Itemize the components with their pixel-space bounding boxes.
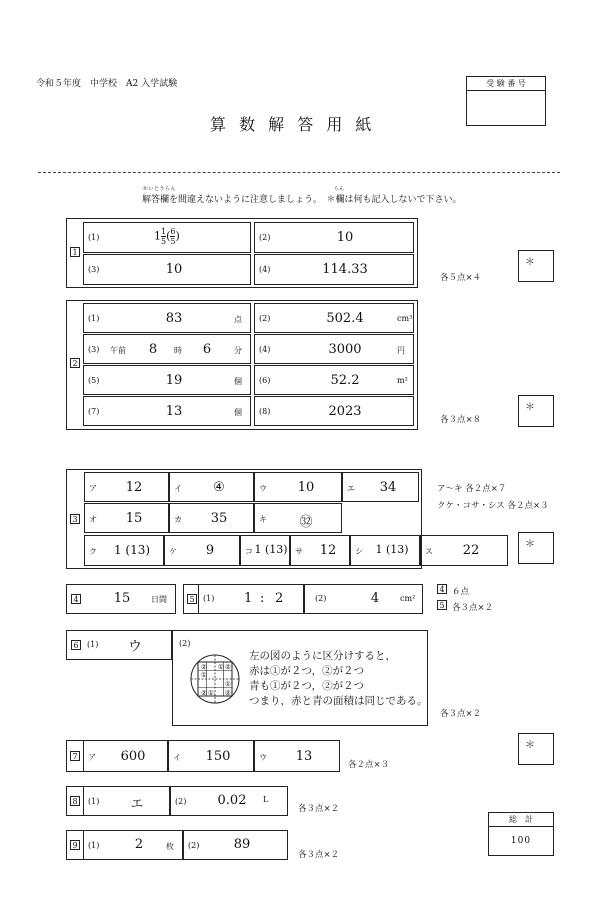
q7-i-label: イ [173, 753, 181, 762]
diagram-mark-1: ② [201, 663, 207, 671]
q2-8-label: (8) [259, 407, 271, 416]
ruby-ran: らん [334, 186, 345, 192]
q7-u-answer: 13 [295, 749, 313, 764]
diagram-mark-5: ① [225, 680, 231, 688]
q3-ko-answer: 1 (13) [254, 543, 288, 556]
q2-6-label: (6) [259, 376, 271, 385]
q3-i-answer: ④ [213, 480, 225, 495]
q3-a-cell[interactable] [84, 472, 169, 502]
q3-e-label: エ [347, 484, 355, 493]
q3-ku-cell[interactable] [84, 535, 164, 566]
q9-1-unit: 枚 [166, 842, 174, 851]
q3-shi-label: シ [355, 547, 363, 556]
q9-1-answer: 2 [134, 837, 144, 852]
q3-sa-label: サ [295, 547, 303, 556]
q3-ki-answer: ㉜ [299, 515, 313, 530]
q8-1-answer: エ [130, 797, 144, 812]
q8-2-answer: 0.02 [217, 793, 247, 808]
q3-ko-cell[interactable] [240, 535, 290, 566]
q1-4-cell[interactable] [254, 254, 414, 285]
q3-ki-label: キ [259, 515, 267, 524]
q7-number: 7 [70, 751, 80, 761]
q3-u-label: ウ [259, 484, 267, 493]
q2-8-cell[interactable] [254, 396, 414, 426]
q6-1-label: (1) [87, 640, 99, 649]
q2-5-cell[interactable] [83, 365, 251, 395]
q2-score-box: ＊ [518, 395, 554, 427]
q5-points: 各３点×２ [452, 603, 494, 613]
q6-explanation-line-3: 青も①が２つ，②が２つ [249, 680, 365, 692]
q9-points: 各３点×２ [298, 850, 340, 860]
q3-ke-answer: 9 [205, 543, 215, 558]
q9-number: 9 [70, 840, 80, 850]
q2-5-label: (5) [88, 376, 100, 385]
q5-1-ratio-sep: : [260, 591, 265, 606]
q3-o-label: オ [89, 515, 97, 524]
q5-note-number: 5 [437, 600, 447, 610]
total-score-box [488, 812, 554, 856]
q2-1-answer: 83 [165, 311, 183, 326]
q7-i-answer: 150 [205, 749, 231, 764]
q3-a-label: ア [89, 484, 97, 493]
q3-a-answer: 12 [125, 480, 143, 495]
q2-3-hour-unit: 時 [174, 346, 182, 355]
q1-number: 1 [70, 247, 80, 257]
q3-ki-cell[interactable] [254, 503, 342, 533]
q7-i-cell[interactable] [168, 740, 254, 772]
q9-2-label: (2) [188, 841, 200, 850]
q9-2-answer: 89 [233, 837, 251, 852]
q7-u-label: ウ [259, 753, 267, 762]
q1-3-cell[interactable] [83, 254, 251, 285]
q1-4-answer: 114.33 [322, 262, 368, 277]
q3-ka-cell[interactable] [169, 503, 254, 533]
page-title: 算 数 解 答 用 紙 [210, 115, 376, 134]
q2-4-cell[interactable] [254, 334, 414, 364]
q3-ku-label: ク [89, 547, 97, 556]
q9-1-label: (1) [88, 841, 100, 850]
q6-explanation-line-1: 左の図のように区分けすると， [249, 650, 396, 662]
q6-2-explanation [249, 649, 428, 709]
q1-points: 各５点×４ [440, 273, 482, 283]
q2-7-cell[interactable] [83, 396, 251, 426]
q2-6-unit: m² [397, 376, 408, 385]
q3-number: 3 [70, 514, 80, 524]
q3-points-1: ア〜キ 各２点×７ [437, 484, 507, 494]
q3-ka-label: カ [174, 515, 182, 524]
q2-3-prefix: 午前 [110, 346, 126, 355]
diagram-mark-7: ② [201, 689, 207, 697]
q2-3-cell[interactable] [83, 334, 251, 364]
q8-1-label: (1) [88, 797, 100, 806]
q1-2-cell[interactable] [254, 222, 414, 253]
q2-6-cell[interactable] [254, 365, 414, 395]
q1-2-answer: 10 [336, 230, 354, 245]
q5-1-ratio-left: 1 [244, 591, 253, 606]
q8-2-cell[interactable] [170, 786, 288, 816]
q3-e-cell[interactable] [342, 472, 419, 502]
q6-diagram [189, 653, 241, 705]
q3-ko-label: コ [245, 547, 253, 556]
total-value: 100 [510, 836, 532, 846]
total-label: 総 計 [489, 813, 553, 827]
q2-3-hour: 8 [148, 342, 158, 357]
q3-i-cell[interactable] [169, 472, 254, 502]
q8-points: 各３点×２ [298, 804, 340, 814]
q8-2-label: (2) [175, 797, 187, 806]
q2-1-cell[interactable] [83, 303, 251, 333]
q9-2-cell[interactable] [183, 830, 288, 860]
q4-answer: 15 [113, 591, 131, 606]
q4-number: 4 [71, 594, 81, 604]
q2-5-unit: 個 [234, 377, 242, 386]
q4-points: ６点 [452, 587, 470, 597]
diagram-mark-3: ② [225, 663, 231, 671]
q6-points: 各３点×２ [440, 709, 482, 719]
q3-ka-answer: 35 [210, 511, 228, 526]
ruby-kaitouran: かいとうらん [143, 186, 177, 192]
q5-2-answer: 4 [370, 591, 380, 606]
q2-7-unit: 個 [234, 408, 242, 417]
q8-2-unit: L [263, 795, 269, 804]
q2-8-answer: 2023 [328, 404, 362, 419]
exam-number-box[interactable] [466, 76, 546, 126]
q7-score-box: ＊ [518, 733, 554, 765]
q4-unit: 日間 [151, 595, 167, 604]
q2-4-label: (4) [259, 345, 271, 354]
q8-1-cell[interactable] [83, 786, 170, 816]
q5-2-label: (2) [315, 594, 327, 603]
q7-u-cell[interactable] [254, 740, 340, 772]
q1-score-box: ＊ [518, 250, 554, 282]
q3-u-cell[interactable] [254, 472, 342, 502]
q3-ke-cell[interactable] [164, 535, 240, 566]
q1-1-answer: 1 $\frac{1}{5}$ ( $\frac{6}{5}$ ) [154, 227, 180, 246]
q3-ke-label: ケ [169, 547, 177, 556]
q9-1-cell[interactable] [83, 830, 183, 860]
exam-info: 令和５年度 中学校 A2 入学試験 [36, 79, 178, 89]
q2-2-cell[interactable] [254, 303, 414, 333]
q3-score-box: ＊ [518, 532, 554, 564]
q1-4-label: (4) [259, 265, 271, 274]
q7-a-answer: 600 [120, 749, 146, 764]
q2-7-answer: 13 [165, 404, 183, 419]
q2-4-unit: 円 [397, 346, 405, 355]
q2-2-label: (2) [259, 314, 271, 323]
q2-2-unit: cm³ [397, 314, 413, 323]
q5-2-cell[interactable] [304, 584, 423, 614]
q3-points-2: クケ・コサ・シス 各２点×３ [437, 501, 549, 511]
q5-1-cell[interactable] [198, 584, 304, 614]
q4-block[interactable] [66, 584, 176, 614]
q5-number: 5 [187, 594, 197, 604]
q3-su-label: ス [425, 547, 433, 556]
q2-3-label: (3) [88, 345, 100, 354]
q7-a-label: ア [88, 753, 96, 762]
q1-2-label: (2) [259, 233, 271, 242]
q3-sa-cell[interactable] [290, 535, 350, 566]
q6-1-block[interactable] [66, 630, 172, 660]
q2-6-answer: 52.2 [330, 373, 360, 388]
q6-explanation-line-4: つまり，赤と青の面積は同じである。 [249, 695, 428, 707]
q6-1-answer: ウ [128, 639, 142, 655]
q3-u-answer: 10 [297, 480, 315, 495]
q3-o-answer: 15 [125, 511, 143, 526]
q1-1-cell[interactable] [83, 222, 251, 253]
q2-2-answer: 502.4 [326, 311, 364, 326]
q3-shi-cell[interactable] [350, 535, 420, 566]
q2-3-minute: 6 [202, 342, 212, 357]
q3-i-label: イ [174, 484, 182, 493]
diagram-mark-6: ① [208, 689, 214, 697]
q5-2-unit: cm² [400, 594, 416, 603]
diagram-mark-2: ① [218, 663, 224, 671]
q2-5-answer: 19 [165, 373, 183, 388]
q6-number: 6 [71, 640, 81, 650]
q2-points: 各３点×８ [440, 415, 482, 425]
diagram-mark-4: ① [201, 671, 207, 679]
q3-ku-answer: 1 (13) [113, 543, 151, 557]
q4-note-number: 4 [437, 584, 447, 594]
q3-sa-answer: 12 [319, 543, 337, 558]
q1-3-answer: 10 [165, 262, 183, 277]
q2-4-answer: 3000 [328, 342, 362, 357]
q1-1-label: (1) [88, 233, 100, 242]
q8-number: 8 [70, 796, 80, 806]
q6-explanation-line-2: 赤は①が２つ，②が２つ [249, 665, 365, 677]
q2-number: 2 [70, 358, 80, 368]
q2-3-minute-unit: 分 [234, 346, 242, 355]
exam-number-label: 受 験 番 号 [467, 77, 545, 91]
q2-7-label: (7) [88, 407, 100, 416]
q5-1-ratio-right: 2 [275, 591, 284, 606]
instruction: 解答欄を間違えないように注意しましょう。 ＊欄は何も記入しないで下さい。 [142, 195, 462, 205]
q7-a-cell[interactable] [83, 740, 168, 772]
q3-shi-answer: 1 (13) [375, 543, 409, 556]
q5-1-label: (1) [203, 594, 215, 603]
q3-su-cell[interactable] [420, 535, 508, 566]
q6-2-block[interactable] [172, 630, 428, 726]
diagram-mark-8: ② [225, 689, 231, 697]
q1-3-label: (3) [88, 265, 100, 274]
q2-1-unit: 点 [234, 315, 242, 324]
q3-e-answer: 34 [379, 480, 397, 495]
q6-2-label: (2) [179, 639, 191, 648]
q2-1-label: (1) [88, 314, 100, 323]
q7-points: 各２点×３ [348, 760, 390, 770]
q3-o-cell[interactable] [84, 503, 169, 533]
dashed-divider [38, 172, 560, 173]
q3-su-answer: 22 [462, 543, 480, 558]
